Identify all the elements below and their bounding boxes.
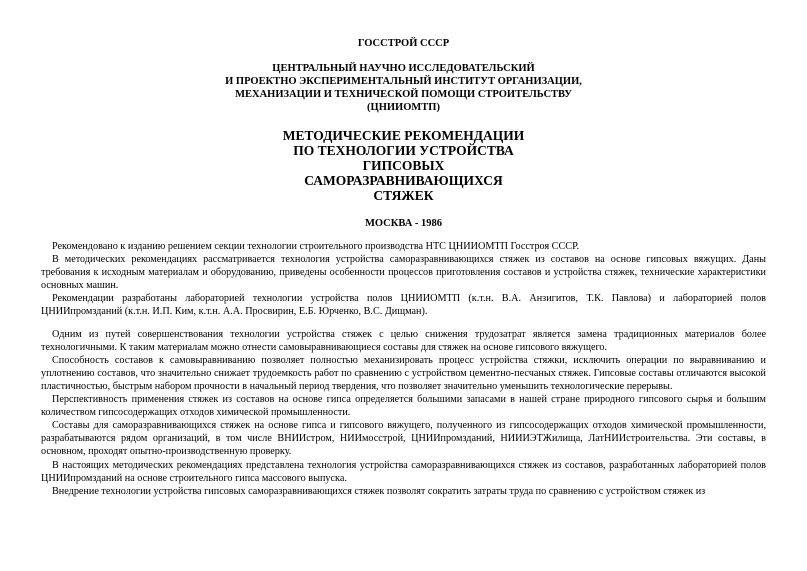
document-body: [41, 240, 766, 498]
paragraph: Составы для саморазравнивающихся стяжек на основе гипса и гипсового вяжущего, полученного из гипсосодержащих отходов химической промышленности, разрабатываются рядом организаций, в том числе ВНИИстром, НИИмосстрой, ЦНИИпромзданий, НИИИЭТЖилища, ЛатНИИстроительства. Эти составы, в основном, проходят опытно-производственную проверку.: [41, 420, 766, 458]
institute-line: ЦЕНТРАЛЬНЫЙ НАУЧНО ИССЛЕДОВАТЕЛЬСКИЙ: [272, 63, 535, 74]
title-line: ГИПСОВЫХ: [362, 158, 445, 173]
city-year: [0, 217, 807, 230]
paragraph-summary: В методических рекомендациях рассматривается технология устройства саморазравнивающихся стяжек из составов на основе гипсовых вяжущих. Даны требования к исходным материалам и оборудованию, приведены особенности процессов приготовления составов и устройства стяжек, технические характеристики основных машин.: [41, 254, 766, 292]
institute-line: МЕХАНИЗАЦИИ И ТЕХНИЧЕСКОЙ ПОМОЩИ СТРОИТЕЛЬСТВУ: [235, 89, 572, 100]
paragraph: Внедрение технологии устройства гипсовых саморазравнивающихся стяжек позволят сократить затраты труда по сравнению с устройством стяжек из: [52, 485, 706, 497]
paragraph: Перспективность применения стяжек из составов на основе гипса определяется большими запасами в нашей стране природного гипсового сырья и большим количеством гипсосодержащих отходов химической промышленности.: [41, 394, 766, 419]
title-line: МЕТОДИЧЕСКИЕ РЕКОМЕНДАЦИИ: [282, 128, 525, 143]
paragraph: Способность составов к самовыравниванию позволяет полностью механизировать процесс устройства стяжки, исключить операции по выравниванию и уплотнению составов, что значительно снижает трудоемкость работ по сравнению с устройством цементно-песчаных стяжек. Гипсовые составы отличаются высокой пластичностью, быстрым набором прочности в начальный период твердения, что позволяет значительно уменьшить технологические перерывы.: [41, 354, 766, 392]
city-year-text: МОСКВА - 1986: [364, 218, 443, 229]
institute-heading: [0, 62, 807, 114]
title-line: ПО ТЕХНОЛОГИИ УСТРОЙСТВА: [293, 143, 514, 158]
document-title: [0, 128, 807, 203]
paragraph: В настоящих методических рекомендациях представлена технология устройства саморазравнивающихся стяжек из составов, разработанных лабораторией полов ЦНИИпромзданий на основе строительного гипса массового выпуска.: [41, 459, 766, 484]
organization-heading: [0, 37, 807, 50]
paragraph: Одним из путей совершенствования технологии устройства стяжек с целью снижения трудозатрат является замена традиционных материалов более технологичными. К таким материалам можно отнести самовыравнивающиеся составы для стяжек на основе гипсового вяжущего.: [41, 328, 766, 353]
institute-line: И ПРОЕКТНО ЭКСПЕРИМЕНТАЛЬНЫЙ ИНСТИТУТ ОРГАНИЗАЦИИ,: [225, 76, 582, 87]
institute-abbreviation: (ЦНИИОМТП): [367, 102, 440, 113]
title-line: СТЯЖЕК: [373, 188, 434, 203]
paragraph-approval: Рекомендовано к изданию решением секции технологии строительного производства НТС ЦНИИОМТП Госстроя СССР.: [52, 241, 580, 252]
paragraph-authors: Рекомендации разработаны лабораторией технологии устройства полов ЦНИИОМТП (к.т.н. В.А. Анзигитов, Т.К. Павлова) и лабораторией полов ЦНИИпромзданий (к.т.н. И.П. Ким, к.т.н. А.А. Просвирин, Е.Б. Юрченко, В.С. Дищман).: [41, 293, 766, 318]
organization-name: ГОССТРОЙ СССР: [357, 38, 450, 49]
title-line: САМОРАЗРАВНИВАЮЩИХСЯ: [304, 173, 503, 188]
